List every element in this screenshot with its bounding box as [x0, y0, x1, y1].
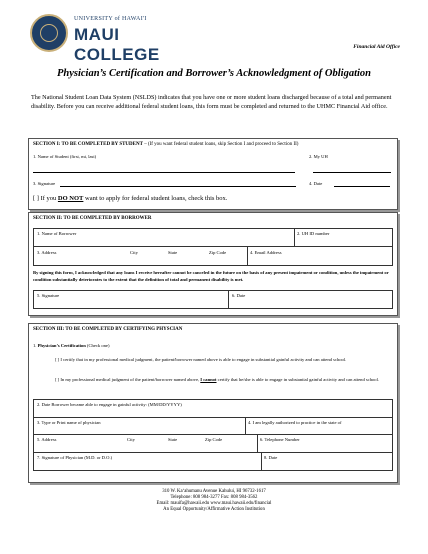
physician-option-cannot[interactable]: [ ] In my professional medical judgment of the patient/borrower named above, I cannot certify that he/she is able to engage in substantial gainful activity and can attend school.	[55, 377, 380, 382]
physician-state-label: State	[168, 437, 178, 442]
physician-address-field[interactable]: 5. Address	[37, 437, 57, 442]
physician-gainful-date-field[interactable]: 2. Date Borrower became able to engage in gainful activity: (MM/DD/YYYY)	[37, 402, 182, 407]
logo-university-text: UNIVERSITY of HAWAI'I	[74, 16, 147, 22]
borrower-signature-field[interactable]: 5. Signature	[37, 293, 60, 298]
borrower-email-field[interactable]: 4. Email Address	[250, 250, 282, 255]
physician-info-grid	[33, 399, 393, 471]
borrower-date-field[interactable]: 6. Date	[232, 293, 246, 298]
footer-email: Email: mauifa@hawaii.edu www.maui.hawaii.edu/financial	[156, 501, 272, 506]
physician-name-field[interactable]: 3. Type or Print name of physician	[37, 420, 101, 425]
intro-paragraph: The National Student Loan Data System (NSLDS) indicates that you have one or more student loans discharged because of a total and permanent disability. Before you can receive additional federal student loans, this form must be completed and returned to the UHMC Financial Aid office.	[31, 94, 392, 110]
footer-phone: Telephone: 808 984-3277 Fax: 808 984-3562	[170, 495, 258, 500]
borrower-uhid-field[interactable]: 2. UH ID number	[297, 231, 330, 236]
student-name-field[interactable]	[33, 172, 295, 173]
footer-address: 310 W. Ka‘ahumanu Avenue Kahului, HI 96732-1617	[162, 489, 266, 494]
office-label: Financial Aid Office	[353, 44, 400, 50]
borrower-zip-label: Zip Code	[209, 250, 227, 255]
borrower-address-field[interactable]: 3. Address	[37, 250, 57, 255]
section-student-heading: SECTION I: TO BE COMPLETED BY STUDENT – (If you want federal student loans, skip Section I and proceed to Section II)	[33, 142, 299, 147]
physician-signature-field[interactable]: 7. Signature of Physician (M.D. or D.O.)	[37, 455, 113, 460]
student-name-label: 1. Name of Student (first, mi, last)	[33, 154, 97, 159]
section-borrower	[28, 212, 398, 316]
borrower-acknowledgment: By signing this form, I acknowledged that any loans I receive hereafter cannot be canceled in the future on the basis of any present impairment or condition, unless the impairment or condition substantially deteriorates to the extent that the definition of total and permanent disability is met.	[33, 270, 389, 282]
student-signature-field[interactable]	[60, 186, 296, 187]
footer-contact	[0, 489, 428, 513]
borrower-city-label: City	[130, 250, 138, 255]
student-date-field[interactable]	[334, 186, 390, 187]
physician-phone-field[interactable]: 6. Telephone Number	[260, 437, 300, 442]
borrower-signature-row	[33, 290, 393, 309]
physician-option-able[interactable]: [ ] I certify that in my professional medical judgment, the patient/borrower named above is able to engage in substantial gainful activity and can attend school.	[55, 357, 347, 362]
section-physician-heading: SECTION III: TO BE COMPLETED BY CERTIFYING PHYSCIAN	[33, 327, 183, 332]
physician-zip-label: Zip Code	[205, 437, 223, 442]
student-signature-label: 3. Signature	[33, 181, 56, 186]
footer-eeo: An Equal Opportunity/Affirmative Action Institution	[163, 507, 265, 512]
physician-date-field[interactable]: 8. Date	[264, 455, 278, 460]
section-physician	[28, 323, 398, 483]
seal-icon	[30, 14, 68, 52]
form-title: Physician’s Certification and Borrower’s Acknowledgment of Obligation	[56, 68, 372, 79]
physician-cert-label: 1. Physician’s Certification (Check one)	[33, 343, 110, 348]
student-uh-field[interactable]	[313, 172, 391, 173]
section-student	[28, 138, 398, 210]
student-date-label: 4. Date	[309, 181, 323, 186]
borrower-name-field[interactable]: 1. Name of Borrower	[37, 231, 77, 236]
borrower-state-label: State	[168, 250, 178, 255]
logo-college-text: MAUI COLLEGE	[74, 25, 160, 64]
student-uh-label: 2. My UH	[309, 154, 328, 159]
section-borrower-heading: SECTION II: TO BE COMPLETED BY BORROWER	[33, 216, 152, 221]
opt-out-checkbox[interactable]: [ ] If you DO NOT want to apply for federal student loans, check this box.	[33, 195, 228, 202]
physician-city-label: City	[127, 437, 135, 442]
physician-state-license-field[interactable]: 4. I am legally authorized to practice in the state of	[248, 420, 342, 425]
college-logo	[30, 14, 160, 64]
